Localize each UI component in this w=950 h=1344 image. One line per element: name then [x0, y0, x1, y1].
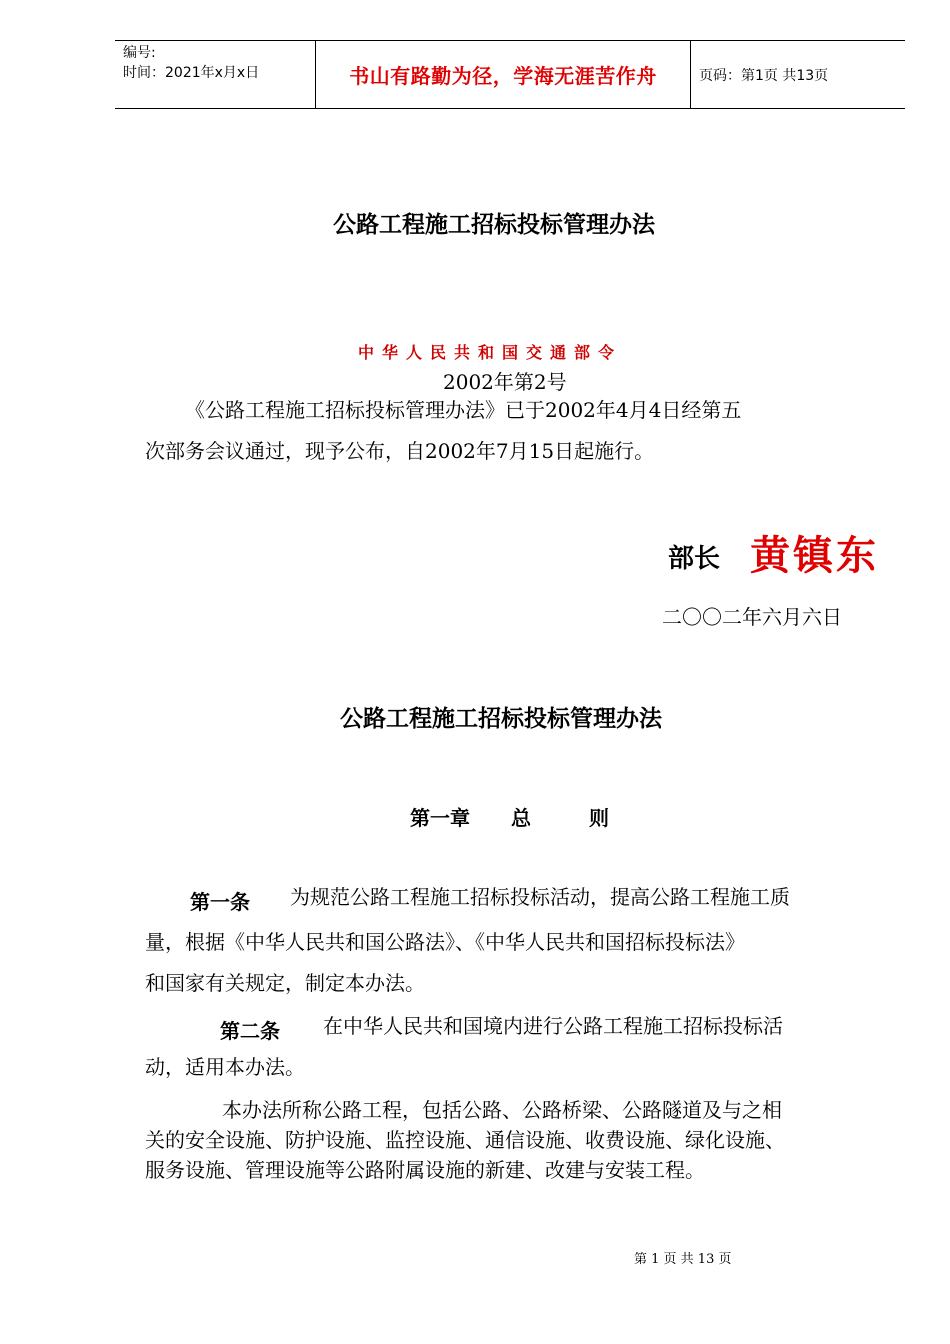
signature-name: 黄镇东	[750, 533, 879, 579]
decree-text-line1: 《公路工程施工招标投标管理办法》已于2002年4月4日经第五	[185, 398, 742, 422]
article-2-line1: 在中华人民共和国境内进行公路工程施工招标投标活	[323, 1014, 783, 1038]
article-1-line1: 为规范公路工程施工招标投标活动，提高公路工程施工质	[290, 885, 790, 909]
chapter-name-part1: 总	[511, 806, 531, 830]
decree-text-line2: 次部务会议通过，现予公布，自2002年7月15日起施行。	[145, 439, 655, 463]
paragraph-line3: 服务设施、管理设施等公路附属设施的新建、改建与安装工程。	[145, 1158, 705, 1182]
header-meta	[115, 41, 315, 108]
page-header	[115, 40, 905, 109]
chapter-name-part2: 则	[589, 806, 609, 830]
decree-number: 2002年第2号	[443, 370, 567, 394]
chapter-label: 第一章	[410, 806, 470, 830]
page-footer: 第 1 页 共 13 页	[634, 1252, 732, 1267]
paragraph-line2: 关的安全设施、防护设施、监控设施、通信设施、收费设施、绿化设施、	[145, 1128, 785, 1152]
paragraph-line1: 本办法所称公路工程，包括公路、公路桥梁、公路隧道及与之相	[222, 1098, 782, 1122]
doc-title: 公路工程施工招标投标管理办法	[333, 212, 655, 238]
article-1-number: 第一条	[190, 890, 250, 914]
header-time-label: 时间：2021年x月x日	[123, 65, 260, 81]
article-1-line3: 和国家有关规定，制定本办法。	[145, 971, 425, 995]
body-title: 公路工程施工招标投标管理办法	[340, 706, 662, 732]
article-2-line2: 动，适用本办法。	[145, 1055, 305, 1079]
article-1-line2: 量，根据《中华人民共和国公路法》、《中华人民共和国招标投标法》	[145, 930, 745, 954]
header-page-label: 页码：第1页 共13页	[699, 67, 829, 84]
signature-title: 部长	[668, 544, 721, 574]
header-number-label: 编号:	[123, 45, 156, 61]
signature-date: 二〇〇二年六月六日	[662, 605, 842, 629]
decree-issuer: 中华人民共和国交通部令	[358, 343, 623, 362]
article-2-number: 第二条	[220, 1019, 280, 1043]
header-motto: 书山有路勤为径，学海无涯苦作舟	[315, 41, 691, 108]
